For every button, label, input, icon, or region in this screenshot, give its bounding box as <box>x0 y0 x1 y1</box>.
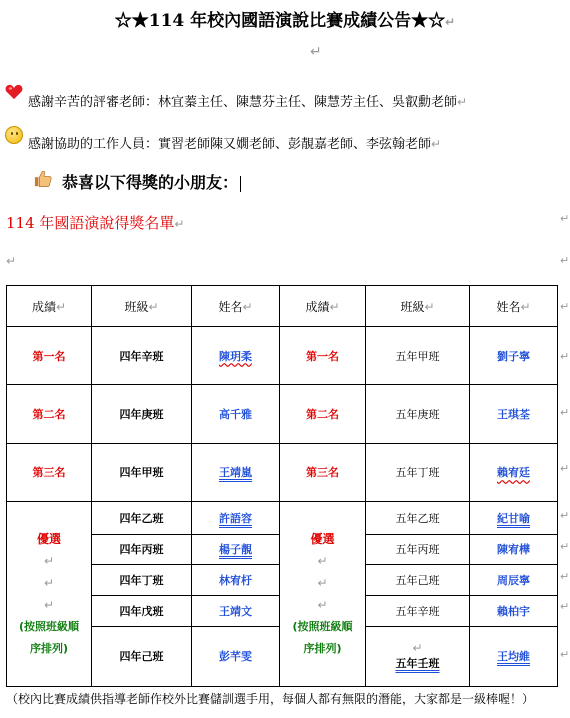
paragraph-mark: ↵ <box>310 44 322 60</box>
selected-rank-cell-left <box>7 501 92 686</box>
table-row <box>7 385 558 443</box>
name-cell: 王靖文 <box>192 595 280 626</box>
congrats-line <box>62 170 241 193</box>
page-title <box>0 6 570 31</box>
rank-cell: 第一名 <box>7 327 92 385</box>
rank-cell: 第三名 <box>7 443 92 501</box>
paragraph-mark: ↵ <box>174 217 185 231</box>
row-end-mark: ↵ <box>560 570 570 583</box>
footer-note: （校內比賽成績供指導老師作校外比賽儲訓選手用，每個人都有無限的潛能，大家都是一級棒喔！） <box>6 692 535 706</box>
paragraph-mark: ↵ <box>560 212 570 225</box>
paragraph-mark: ↵ <box>431 137 442 151</box>
selected-label: 優選 <box>36 531 61 546</box>
name-cell: 賴柏宇 <box>470 595 558 626</box>
name-cell: 楊子靚 <box>192 534 280 565</box>
header-class-left: 班級↵ <box>92 286 192 327</box>
name-cell: 王琪荃 <box>470 385 558 443</box>
cell-mark: ↵ <box>317 553 328 568</box>
class-cell: 五年甲班 <box>366 327 470 385</box>
list-title-text: 114 年國語演說得獎名單 <box>6 214 175 232</box>
class-cell: 五年庚班 <box>366 385 470 443</box>
name-cell: 陳宥樺 <box>470 534 558 565</box>
class-cell: 四年己班 <box>92 626 192 686</box>
rank-cell: 第三名 <box>280 443 366 501</box>
name-cell: 許語容 <box>192 501 280 534</box>
row-end-mark: ↵ <box>560 300 570 313</box>
header-rank-left: 成績↵ <box>7 286 92 327</box>
cell-mark: ↵ <box>43 575 55 590</box>
selected-rank-cell-right <box>280 501 366 686</box>
staff-line <box>28 133 441 152</box>
table-row <box>7 443 558 501</box>
name-cell: 周辰寧 <box>470 565 558 596</box>
selected-label: 優選 <box>310 531 335 546</box>
heart-icon <box>5 84 23 100</box>
award-table <box>6 285 558 687</box>
smiley-icon <box>5 126 23 144</box>
row-end-mark: ↵ <box>560 540 570 553</box>
staff-text: 感謝協助的工作人員：實習老師陳又嫺老師、彭靚嘉老師、李弦翰老師 <box>28 137 432 152</box>
header-rank-right: 成績↵ <box>280 286 366 327</box>
title-text: ☆★114 年校內國語演說比賽成績公告★☆ <box>114 11 446 31</box>
name-cell: 王均維 <box>470 626 558 686</box>
name-cell: 陳玥柔 <box>192 327 280 385</box>
cell-mark: ↵ <box>317 575 328 590</box>
congrats-text: 恭喜以下得獎的小朋友： <box>62 173 239 192</box>
header-name-left: 姓名↵ <box>192 286 280 327</box>
row-end-mark: ↵ <box>560 406 570 419</box>
selected-note: (按照班級順 <box>292 619 353 633</box>
selected-note: 序排列) <box>303 641 342 655</box>
name-cell: 林宥杅 <box>192 565 280 596</box>
table-header-row <box>7 286 558 327</box>
name-cell: 紀甘喻 <box>470 501 558 534</box>
class-cell: 四年乙班 <box>92 501 192 534</box>
paragraph-mark: ↵ <box>445 15 456 29</box>
name-cell: 高千雅 <box>192 385 280 443</box>
judges-text: 感謝辛苦的評審老師：林宜蓁主任、陳慧芬主任、陳慧芳主任、吳叡勳老師 <box>28 95 458 110</box>
paragraph-mark: ↵ <box>6 254 17 268</box>
row-end-mark: ↵ <box>560 648 570 661</box>
class-cell: 五年辛班 <box>366 595 470 626</box>
row-end-mark: ↵ <box>560 509 570 522</box>
row-end-mark: ↵ <box>560 462 570 475</box>
cell-mark: ↵ <box>317 597 328 612</box>
list-title <box>6 212 184 233</box>
row-end-mark: ↵ <box>560 600 570 613</box>
cell-mark: ↵ <box>43 597 55 612</box>
class-cell: 四年丁班 <box>92 565 192 596</box>
table-row <box>7 501 558 534</box>
selected-note: (按照班級順 <box>18 619 80 633</box>
class-cell: 五年己班 <box>366 565 470 596</box>
class-cell: 四年丙班 <box>92 534 192 565</box>
class-cell: 四年戊班 <box>92 595 192 626</box>
rank-cell: 第二名 <box>280 385 366 443</box>
thumbs-up-icon <box>34 170 52 188</box>
header-class-right: 班級↵ <box>366 286 470 327</box>
class-cell: 五年丁班 <box>366 443 470 501</box>
name-cell: 劉子寧 <box>470 327 558 385</box>
paragraph-mark: ↵ <box>560 254 570 267</box>
name-cell: 彭芊雯 <box>192 626 280 686</box>
name-cell: 賴宥廷 <box>470 443 558 501</box>
text-cursor <box>240 176 241 192</box>
row-end-mark: ↵ <box>560 350 570 363</box>
class-cell: 四年甲班 <box>92 443 192 501</box>
rank-cell: 第二名 <box>7 385 92 443</box>
class-cell: 五年丙班 <box>366 534 470 565</box>
table-row <box>7 327 558 385</box>
selected-note: 序排列) <box>29 641 69 655</box>
class-cell: ↵ 五年壬班 <box>366 626 470 686</box>
name-cell: 王靖嵐 <box>192 443 280 501</box>
rank-cell: 第一名 <box>280 327 366 385</box>
header-name-right: 姓名↵ <box>470 286 558 327</box>
class-cell: 五年乙班 <box>366 501 470 534</box>
class-cell: 四年辛班 <box>92 327 192 385</box>
judges-line <box>28 91 467 110</box>
class-cell: 四年庚班 <box>92 385 192 443</box>
paragraph-mark: ↵ <box>457 95 468 109</box>
cell-mark: ↵ <box>43 553 55 568</box>
